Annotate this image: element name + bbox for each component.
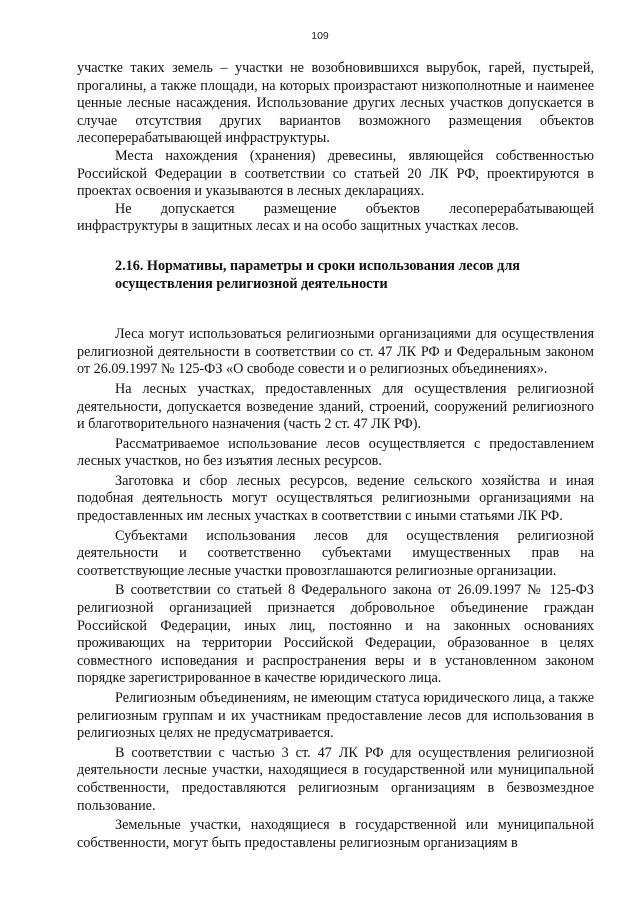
section-paragraph: На лесных участках, предоставленных для осуществления религиозной деятельности, допускается возведение зданий, строений, сооружений религиозного и благотворительного назначения (часть 2 ст. 47 ЛК РФ). bbox=[77, 380, 594, 433]
page-number: 109 bbox=[311, 30, 329, 42]
section-paragraph: Заготовка и сбор лесных ресурсов, ведение сельского хозяйства и иная подобная деятельность могут осуществляться религиозными организациями на предоставленных им лесных участках в соответствии с иными статьями ЛК РФ. bbox=[77, 472, 594, 525]
section-paragraph: Рассматриваемое использование лесов осуществляется с предоставлением лесных участков, но без изъятия лесных ресурсов. bbox=[77, 435, 594, 470]
section-heading: 2.16. Нормативы, параметры и сроки использования лесов для осуществления религиозной деятельности bbox=[115, 257, 520, 292]
section-paragraph: Земельные участки, находящиеся в государственной или муниципальной собственности, могут быть предоставлены религиозным организациям в bbox=[77, 817, 594, 851]
section-paragraph: Леса могут использоваться религиозными организациями для осуществления религиозной деятельности в соответствии со ст. 47 ЛК РФ и Федеральным законом от 26.09.1997 № 125-ФЗ «О свободе совести и о религиозных объединениях». bbox=[77, 326, 594, 378]
page-body bbox=[77, 60, 594, 852]
section-paragraph: Религиозным объединениям, не имеющим статуса юридического лица, а также религиозным группам и их участникам предоставление лесов для использования в религиозных целях не предусматривается. bbox=[77, 690, 594, 742]
intro-paragraph: Не допускается размещение объектов лесоперерабатывающей инфраструктуры в защитных лесах и на особо защитных участках лесов. bbox=[77, 200, 594, 235]
intro-paragraph: участке таких земель – участки не возобновившихся вырубок, гарей, пустырей, прогалины, а также площади, на которых произрастают низкополнотные и наименее ценные лесные насаждения. Использование других лесных участков допускается в случае отсутствия других вариантов возможного размещения объектов лесоперерабатывающей инфраструктуры. bbox=[77, 60, 594, 147]
section-paragraph: Субъектами использования лесов для осуществления религиозной деятельности и соответственно субъектами имущественных прав на соответствующие лесные участки провозглашаются религиозные организации. bbox=[77, 527, 594, 579]
section-paragraph: В соответствии с частью 3 ст. 47 ЛК РФ для осуществления религиозной деятельности лесные участки, находящиеся в государственной или муниципальной собственности, предоставляются религиозным организациям в безвозмездное пользование. bbox=[77, 744, 594, 814]
intro-paragraph: Места нахождения (хранения) древесины, являющейся собственностью Российской Федерации в соответствии со статьей 20 ЛК РФ, проектируются в проектах освоения и указываются в лесных декларациях. bbox=[77, 147, 594, 200]
section-paragraph: В соответствии со статьей 8 Федерального закона от 26.09.1997 № 125-ФЗ религиозной организацией признается добровольное объединение граждан Российской Федерации, иных лиц, постоянно и на законных основаниях проживающих на территории Российской Федерации, образованное в целях совместного исповедания и распространения веры и в установленном законом порядке зарегистрированное в качестве юридического лица. bbox=[77, 582, 594, 687]
